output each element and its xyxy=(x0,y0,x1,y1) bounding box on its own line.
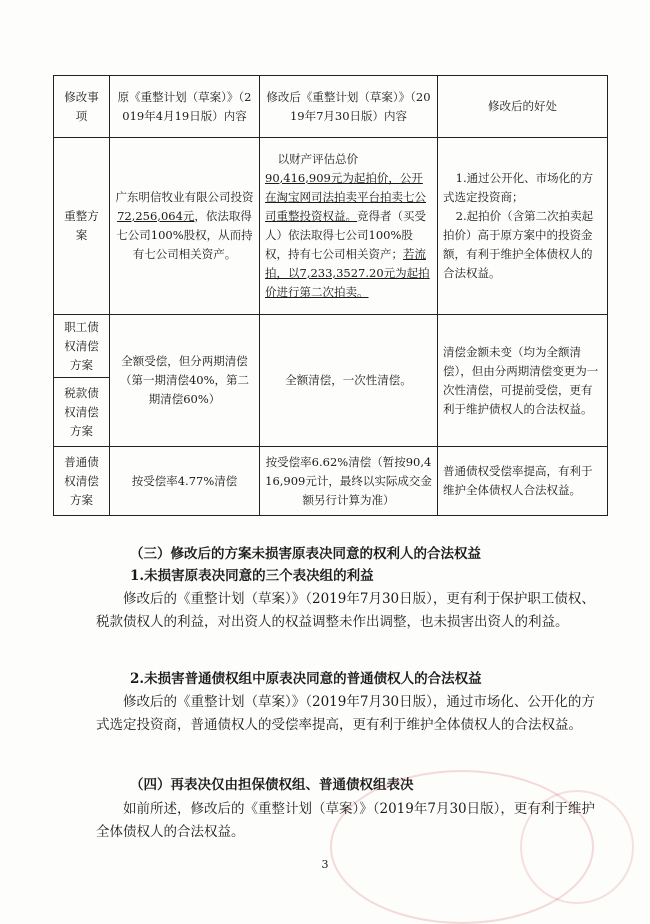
subheading-3-2: 2.未损害普通债权组中原表决同意的普通债权人的合法权益 xyxy=(130,671,482,687)
row-staff-tax-original: 全额受偿，但分两期清偿（第一期清偿40%，第二期清偿60%） xyxy=(110,315,260,447)
row-restructure-original xyxy=(110,138,260,315)
table-row xyxy=(54,138,608,315)
table-header-row xyxy=(54,76,608,138)
table-row xyxy=(54,447,608,516)
row-general-item: 普通债权清偿方案 xyxy=(54,447,110,516)
row-restructure-item: 重整方案 xyxy=(54,138,110,315)
row-staff-tax-benefit: 清偿金额未变（均为全额清偿），但由分两期清偿变更为一次性清偿，可提前受偿，更有利于维护债权人的合法权益。 xyxy=(438,315,608,447)
row-restructure-benefit xyxy=(438,138,608,315)
row-tax-item: 税款债权清偿方案 xyxy=(54,378,110,447)
paragraph-3-2: 修改后的《重整计划（草案）》（2019年7月30日版），通过市场化、公开化的方式选定投资商，普通债权人的受偿率提高，更有利于维护全体债权人的合法权益。 xyxy=(96,694,595,733)
table-row xyxy=(54,315,608,378)
page-number: 3 xyxy=(321,858,329,871)
revised-text-b: 竞得者（买受人）依法取得七公司100%股权，持有七公司相关资产； xyxy=(265,209,426,261)
row-staff-tax-revised: 全额清偿，一次性清偿。 xyxy=(260,315,438,447)
revised-underlined-1: 90,416,909元为起拍价，公开在淘宝网司法拍卖平台拍卖七公司重整投资权益。 xyxy=(265,171,426,223)
original-text-a: 广东明信牧业有限公司投资 xyxy=(115,190,254,204)
row-general-revised: 按受偿率6.62%清偿（暂按90,416,909元计，最终以实际成交金额另行计算为准） xyxy=(260,447,438,516)
original-text-b: ，依法取得七公司100%股权，从而持有七公司相关资产。 xyxy=(116,209,253,261)
paragraph-4: 如前所述，修改后的《重整计划（草案）》（2019年7月30日版），更有利于维护全体债权人的合法权益。 xyxy=(96,801,595,840)
benefit-point-2: 2.起拍价（含第二次拍卖起拍价）高于原方案中的投资金额，有利于维护全体债权人的合法权益。 xyxy=(443,209,594,280)
header-benefit: 修改后的好处 xyxy=(438,76,608,138)
section-heading-3: （三）修改后的方案未损害原表决同意的权利人的合法权益 xyxy=(130,546,481,562)
row-general-benefit: 普通债权受偿率提高，有利于维护全体债权人合法权益。 xyxy=(438,447,608,516)
header-item: 修改事项 xyxy=(54,76,110,138)
comparison-table xyxy=(53,75,608,516)
paragraph-3-1: 修改后的《重整计划（草案）》（2019年7月30日版），更有利于保护职工债权、税款债权人的利益，对出资人的权益调整未作出调整，也未损害出资人的利益。 xyxy=(96,591,595,630)
revised-underlined-2: 若流拍，以7,233,3527.20元为起拍价进行第二次拍卖。 xyxy=(265,247,430,299)
benefit-point-1: 1.通过公开化、市场化的方式选定投资商； xyxy=(443,171,594,204)
header-original: 原《重整计划（草案）》（2019年4月19日版）内容 xyxy=(110,76,260,138)
revised-text-a: 以财产评估总价 xyxy=(277,152,359,166)
original-amount: 72,256,064元 xyxy=(117,209,195,223)
row-general-original: 按受偿率4.77%清偿 xyxy=(110,447,260,516)
subheading-3-1: 1.未损害原表决同意的三个表决组的利益 xyxy=(130,568,374,584)
section-heading-4: （四）再表决仅由担保债权组、普通债权组表决 xyxy=(130,777,414,793)
official-seal-stamp xyxy=(520,790,634,904)
row-staff-item: 职工债权清偿方案 xyxy=(54,315,110,378)
header-revised: 修改后《重整计划（草案）》（2019年7月30日版）内容 xyxy=(260,76,438,138)
row-restructure-revised xyxy=(260,138,438,315)
